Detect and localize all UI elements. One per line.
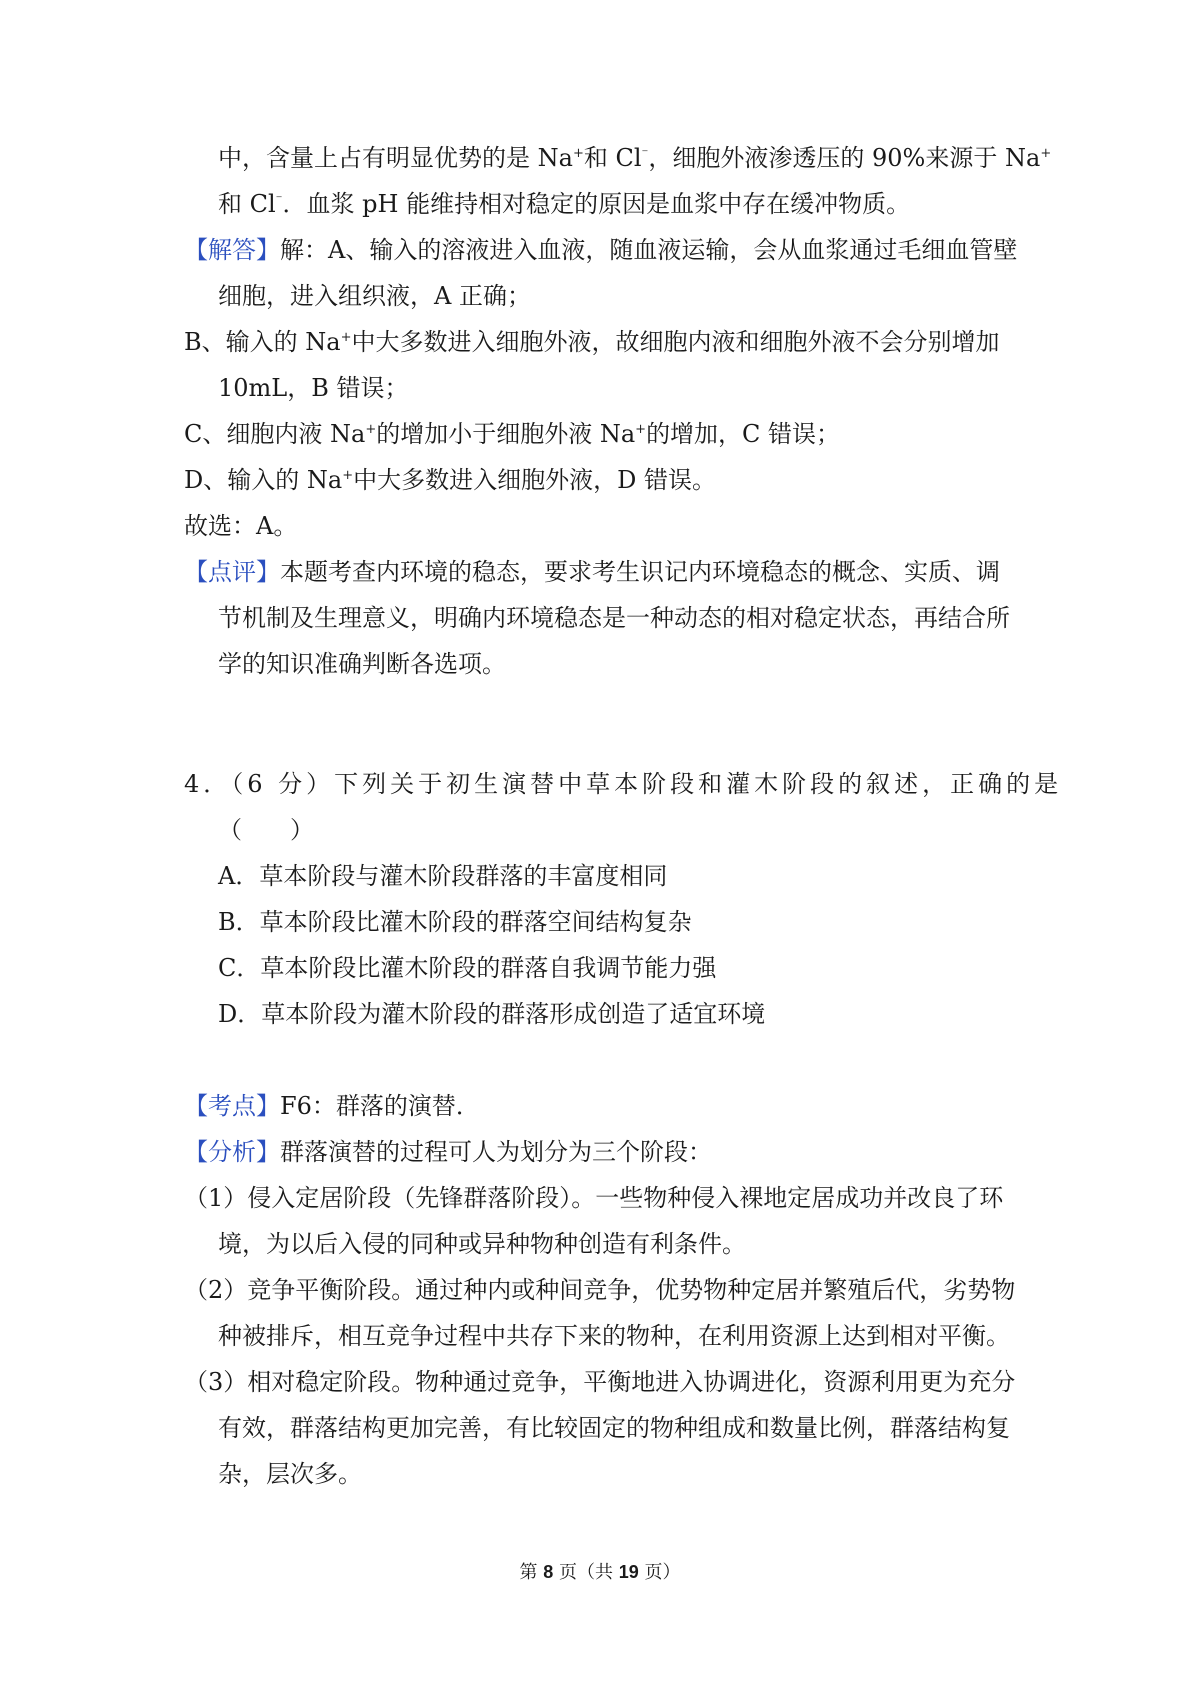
superscript-plus: +	[342, 468, 354, 483]
answer-text: 细胞，进入组织液，A 正确；	[218, 282, 531, 310]
review-line-2	[218, 602, 1010, 634]
review-text: 本题考查内环境的稳态，要求考生识记内环境稳态的概念、实质、调	[280, 558, 1000, 586]
option-text: B．草本阶段比灌木阶段的群落空间结构复杂	[218, 908, 692, 936]
analysis-line	[184, 1136, 712, 1168]
point-tag: 【考点】	[184, 1092, 280, 1120]
superscript-minus: ⁻	[641, 146, 649, 161]
option-a	[218, 860, 667, 892]
stage-text: （3）相对稳定阶段。物种通过竞争，平衡地进入协调进化，资源利用更为充分	[184, 1368, 1016, 1396]
footer-text: 第	[519, 1562, 544, 1583]
stage-text: 有效，群落结构更加完善，有比较固定的物种组成和数量比例，群落结构复	[218, 1414, 1010, 1442]
option-text: A．草本阶段与灌木阶段群落的丰富度相同	[218, 862, 668, 890]
review-text: 节机制及生理意义，明确内环境稳态是一种动态的相对稳定状态，再结合所	[218, 604, 1010, 632]
stage-3-line-1	[184, 1366, 1015, 1398]
answer-b-line-1	[184, 326, 999, 358]
intro-text: 和 Cl	[218, 190, 276, 218]
superscript-plus: +	[635, 422, 647, 437]
page-footer	[0, 1560, 1200, 1585]
superscript-plus: +	[340, 330, 352, 345]
answer-choice	[184, 510, 297, 542]
review-line-1	[184, 556, 1000, 588]
footer-text: 页）	[638, 1562, 681, 1583]
answer-d-line	[184, 464, 716, 496]
option-c	[218, 952, 716, 984]
option-text: C．草本阶段比灌木阶段的群落自我调节能力强	[218, 954, 717, 982]
answer-text: D、输入的 Na	[184, 466, 343, 494]
answer-blank: （ ）	[218, 816, 314, 844]
stage-3-line-2	[218, 1412, 1010, 1444]
stage-1-line-2	[218, 1228, 746, 1260]
superscript-plus: +	[572, 146, 584, 161]
answer-text: 的增加，C 错误；	[646, 420, 841, 448]
answer-line-1	[184, 234, 1017, 266]
analysis-tag: 【分析】	[184, 1138, 280, 1166]
intro-text: 和 Cl	[583, 144, 642, 172]
stage-text: 种被排斥，相互竞争过程中共存下来的物种，在利用资源上达到相对平衡。	[218, 1322, 1010, 1350]
answer-line-2	[218, 280, 531, 312]
intro-text: ，细胞外液渗透压的 90%来源于 Na	[648, 144, 1041, 172]
intro-line-2	[218, 188, 910, 220]
stage-3-line-3	[218, 1458, 362, 1490]
page-number: 8	[543, 1562, 554, 1582]
answer-text: C、细胞内液 Na	[184, 420, 366, 448]
stage-text: （2）竞争平衡阶段。通过种内或种间竞争，优势物种定居并繁殖后代，劣势物	[184, 1276, 1016, 1304]
analysis-text: 群落演替的过程可人为划分为三个阶段：	[280, 1138, 712, 1166]
answer-text: 中大多数进入细胞外液，D 错误。	[353, 466, 716, 494]
stage-text: 境，为以后入侵的同种或异种物种创造有利条件。	[218, 1230, 746, 1258]
answer-text: 10mL，B 错误；	[218, 374, 409, 402]
option-b	[218, 906, 692, 938]
answer-text: 解：A、输入的溶液进入血液，随血液运输，会从血浆通过毛细血管壁	[280, 236, 1018, 264]
stage-2-line-2	[218, 1320, 1010, 1352]
superscript-plus: +	[1040, 146, 1052, 161]
answer-text: 的增加小于细胞外液 Na	[376, 420, 636, 448]
option-text: D．草本阶段为灌木阶段的群落形成创造了适宜环境	[218, 1000, 766, 1028]
intro-line-1	[218, 142, 1051, 174]
review-line-3	[218, 648, 506, 680]
review-text: 学的知识准确判断各选项。	[218, 650, 506, 678]
stage-text: 杂，层次多。	[218, 1460, 362, 1488]
answer-c-line	[184, 418, 840, 450]
question-text: 4．（6 分）下列关于初生演替中草本阶段和灌木阶段的叙述，正确的是	[184, 770, 1063, 798]
question-4-stem	[184, 768, 1062, 800]
superscript-plus: +	[365, 422, 377, 437]
total-pages: 19	[618, 1562, 639, 1582]
review-tag: 【点评】	[184, 558, 280, 586]
intro-text: ．血浆 pH 能维持相对稳定的原因是血浆中存在缓冲物质。	[282, 190, 911, 218]
answer-b-line-2	[218, 372, 409, 404]
answer-text: B、输入的 Na	[184, 328, 341, 356]
option-d	[218, 998, 765, 1030]
point-text: F6：群落的演替．	[280, 1092, 480, 1120]
stage-1-line-1	[184, 1182, 1003, 1214]
superscript-minus: ⁻	[275, 192, 283, 207]
stage-text: （1）侵入定居阶段（先锋群落阶段）。一些物种侵入裸地定居成功并改良了环	[184, 1184, 1004, 1212]
point-line	[184, 1090, 480, 1122]
footer-text: 页（共	[553, 1562, 619, 1583]
intro-text: 中，含量上占有明显优势的是 Na	[218, 144, 573, 172]
answer-text: 中大多数进入细胞外液，故细胞内液和细胞外液不会分别增加	[351, 328, 1000, 356]
stage-2-line-1	[184, 1274, 1015, 1306]
answer-tag: 【解答】	[184, 236, 280, 264]
answer-text: 故选：A。	[184, 512, 298, 540]
question-4-blank	[218, 814, 314, 846]
